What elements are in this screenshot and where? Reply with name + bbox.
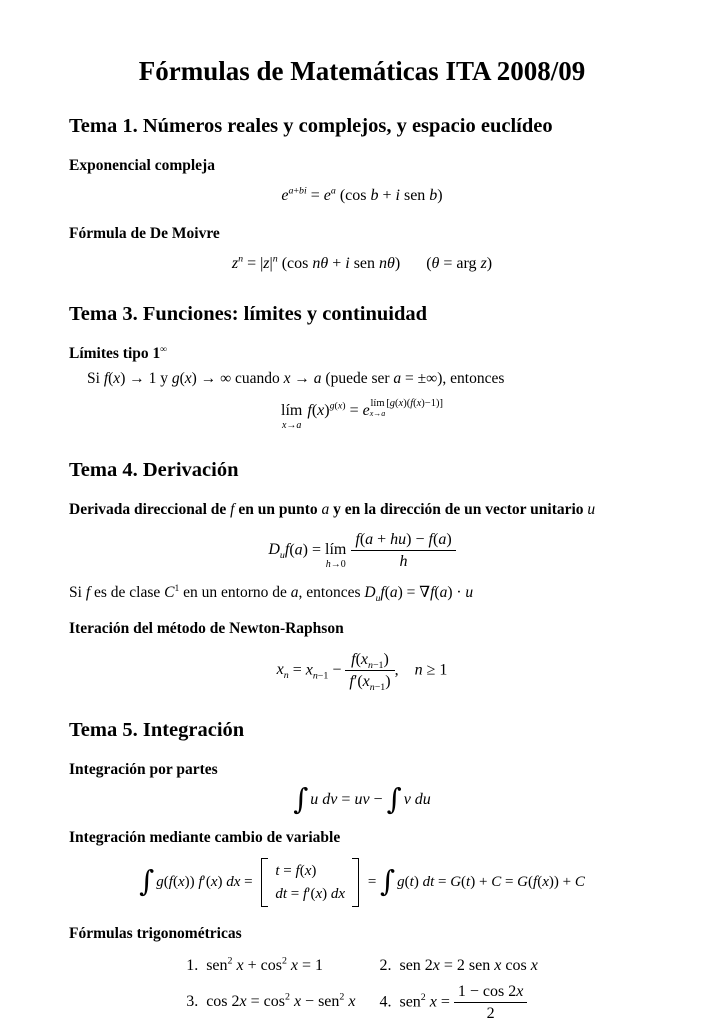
section-tema-4 xyxy=(69,458,655,694)
section-heading-tema-3: Tema 3. Funciones: límites y continuidad xyxy=(69,302,428,325)
label-limites-tipo-1-inf: Límites tipo 1∞ xyxy=(69,343,168,362)
formula-exponencial-compleja: $e^{a+bi} = e^a$ (cos b + i sen b) xyxy=(281,185,443,205)
formula-integracion-por-partes: ∫ u dv = uv − ∫ v du xyxy=(293,782,431,817)
section-tema-1 xyxy=(69,114,655,275)
trig-item-2: 2. sen 2x = 2 sen x cos x xyxy=(379,956,538,974)
label-newton-raphson: Iteración del método de Newton-Raphson xyxy=(69,620,344,638)
formula-limite-tipo-1-inf: lím x→a $f(x)^{g(x)} = e$ lím x→a [g(x)(f(x)−1)] xyxy=(281,397,443,431)
formula-derivada-direccional: $D_uf(a)$ = lím h→0 $\frac{f(a + hu) - f(a)}{h}$ xyxy=(69,530,655,571)
trig-item-1: 1. sen$^2$ $x + \cos^2 x = 1$ xyxy=(186,955,324,974)
trig-item-3: 3. $\cos 2x = \cos^2 x - sen^2$ x xyxy=(186,991,356,1011)
label-integracion-por-partes: Integración por partes xyxy=(69,760,218,778)
formula-cambio-de-variable: ∫ g(f(x)) f′(x) dx = t = f(x) dt = f′(x) dx = ∫ g(t) dt = G(t) + C = G(f(x)) + C xyxy=(69,858,655,907)
section-tema-3 xyxy=(69,302,655,431)
section-heading-tema-4: Tema 4. Derivación xyxy=(69,458,239,481)
label-derivada-direccional: Derivada direccional de f en un punto a y en la dirección de un vector unitario u xyxy=(69,500,596,518)
text-limite-condicion: Si f(x) → 1 y g(x) → ∞ cuando x → a (puede ser a = ±∞), entonces xyxy=(87,369,505,387)
section-heading-tema-5: Tema 5. Integración xyxy=(69,719,245,742)
formula-newton-raphson: $x_n = x_{n-1}$ − $\frac{f(x_{n-1})}{f'(x_{n-1})}$ , n ≥ 1 xyxy=(276,650,448,694)
label-cambio-de-variable: Integración mediante cambio de variable xyxy=(69,828,341,846)
formula-de-moivre: $z^n = |z|^n$ (cos nθ + i sen nθ) (θ = arg z) xyxy=(231,253,493,273)
trig-item-4: 4. sen$^2$ x = $\frac{1 - \cos 2x}{2}$ xyxy=(379,982,537,1023)
section-heading-tema-1: Tema 1. Números reales y complejos, y espacio euclídeo xyxy=(69,115,553,138)
label-de-moivre: Fórmula de De Moivre xyxy=(69,224,220,242)
label-formulas-trigonometricas: Fórmulas trigonométricas xyxy=(69,925,242,943)
page-title: Fórmulas de Matemáticas ITA 2008/09 xyxy=(138,56,586,86)
label-exponencial-compleja: Exponencial compleja xyxy=(69,156,215,174)
section-tema-5 xyxy=(69,718,655,1023)
trig-formula-list xyxy=(186,957,538,1023)
text-clase-c1: Si f es de clase $C^1$ en un entorno de a, entonces $D_uf(a) = \nabla f(a) \cdot u$ xyxy=(69,583,474,605)
